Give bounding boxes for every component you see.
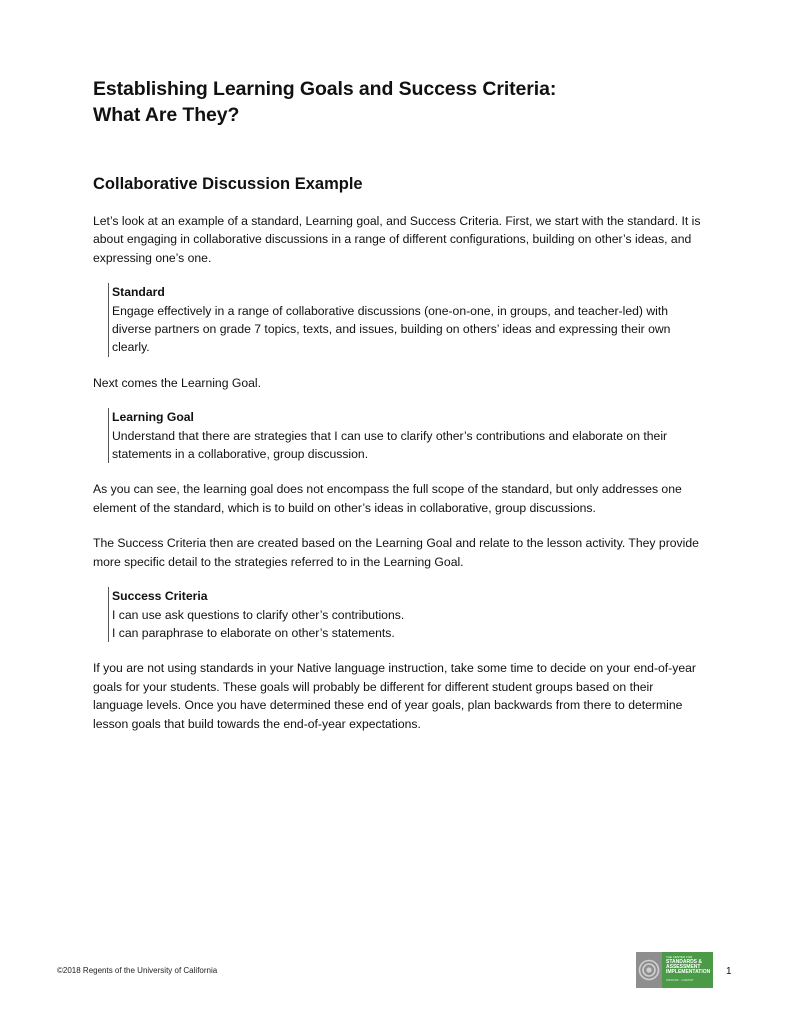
standard-label: Standard bbox=[112, 285, 165, 300]
success-criteria-label: Success Criteria bbox=[112, 589, 208, 604]
criteria-intro-paragraph: The Success Criteria then are created based on the Learning Goal and relate to the lesson activity. They provide more specific detail to the strategies referred to in the Learning Goal. bbox=[93, 536, 699, 569]
intro-paragraph: Let’s look at an example of a standard, Learning goal, and Success Criteria. First, we start with the standard. It is about engaging in collaborative discussions in a range of different configurations, building on other’s ideas, and expressing one’s one. bbox=[93, 214, 701, 265]
next-paragraph: Next comes the Learning Goal. bbox=[93, 375, 262, 390]
footer-copyright: ©2018 Regents of the University of California bbox=[57, 966, 218, 975]
logo-small-text: THE CENTER FOR bbox=[666, 955, 693, 959]
learning-goal-label: Learning Goal bbox=[112, 410, 194, 425]
learning-goal-text: Understand that there are strategies that I can use to clarify other’s contributions and elaborate on their statements in a collaborative, group discussion. bbox=[112, 428, 668, 462]
section-heading: Collaborative Discussion Example bbox=[93, 175, 363, 193]
success-criteria-item: I can use ask questions to clarify other’s contributions. bbox=[112, 607, 405, 622]
scope-paragraph: As you can see, the learning goal does not encompass the full scope of the standard, but only addresses one element of the standard, which is to build on other’s ideas in collaborative, group discussions. bbox=[93, 482, 682, 515]
title-line-2: What Are They? bbox=[93, 104, 240, 126]
standard-text: Engage effectively in a range of collaborative discussions (one-on-one, in groups, and teacher-led) with diverse partners on grade 7 topics, texts, and issues, building on others’ ideas and expressing their own clearly. bbox=[112, 303, 671, 355]
success-criteria-item: I can paraphrase to elaborate on other’s statements. bbox=[112, 625, 395, 640]
csai-logo bbox=[636, 952, 713, 988]
closing-paragraph: If you are not using standards in your Native language instruction, take some time to decide on your end-of-year goals for your students. These goals will probably be different for different student groups based on their language levels. Once you have determined these end of year goals, plan backwards from there to determine lesson goals that build towards the end-of-year expectations. bbox=[93, 661, 696, 731]
logo-line-3: IMPLEMENTATION bbox=[666, 969, 711, 976]
logo-line-2: ASSESSMENT bbox=[666, 964, 701, 970]
standard-block bbox=[108, 283, 703, 357]
learning-goal-block bbox=[108, 408, 703, 463]
logo-text bbox=[662, 952, 713, 988]
document-body bbox=[93, 76, 703, 733]
logo-sub-text: WESTED · CRESST bbox=[666, 977, 694, 982]
logo-line-1: STANDARDS & bbox=[666, 958, 703, 965]
logo-mark-icon bbox=[636, 952, 662, 988]
page-number: 1 bbox=[726, 966, 732, 977]
success-criteria-block bbox=[108, 587, 703, 642]
title-line-1: Establishing Learning Goals and Success Criteria: bbox=[93, 78, 557, 100]
document-title bbox=[93, 76, 703, 128]
